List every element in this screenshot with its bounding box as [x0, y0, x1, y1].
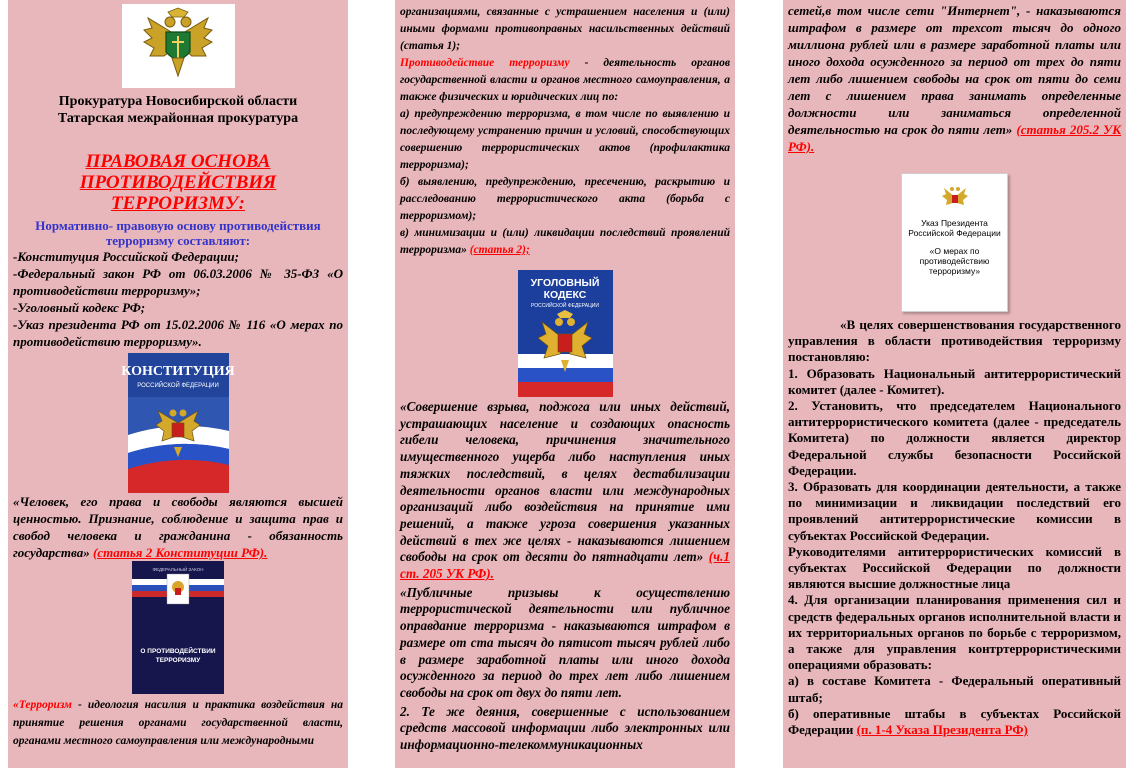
continuation-text: сетей,в том числе сети "Интернет", - наказываются штрафом в размере от трехсот тысяч до одного миллиона рублей или в размере заработной платы или иного дохода осужденного за период от трех до пяти лет либо лишением свободы на срок от пяти до семи лет с лишением права занимать определенные должности или заниматься определенной деятельностью на срок до пяти лет»: [788, 3, 1121, 137]
page-title: [13, 151, 343, 214]
terrorism-term: Терроризм: [18, 699, 72, 711]
decree-title: [904, 218, 1004, 238]
constitution-quote-ref[interactable]: (статья 2 Конституции РФ).: [93, 545, 268, 560]
double-headed-eagle-icon: [940, 182, 970, 212]
basis-heading: Нормативно- правовую основу противодействия терроризму составляют:: [35, 218, 321, 248]
constitution-book-subtitle: РОССИЙСКОЙ ФЕДЕРАЦИИ: [136, 383, 219, 389]
counter-terrorism-text: - деятельность органов государственной власти и органов местного самоуправления, а также физических и юридических лиц по:: [400, 57, 730, 103]
constitution-book-title: КОНСТИТУЦИЯ: [120, 364, 235, 379]
decree-point-3b: Руководителями антитеррористических комиссий в субъектах Российской Федерации по должности являются высшие должностные лица: [788, 543, 1121, 592]
counter-terrorism-term: Противодействие терроризму: [400, 57, 570, 69]
decree-point-4b: [788, 706, 1121, 738]
decree-title-line-2: Российской Федерации: [908, 228, 1001, 238]
organization-name: [13, 93, 343, 127]
presidential-decree-image: [901, 173, 1008, 312]
item-c-ref[interactable]: (статья 2);: [469, 244, 530, 256]
article-205-text: «Совершение взрыва, поджога или иных действий, устрашающих население и создающих опасность гибели человека, причинения значительного имущественного ущерба либо наступления иных тяжких последствий, в целях дестабилизации деятельности органов власти или международных организаций либо воздействия на принятие ими решений, а также угроза совершения указанных действий в тех же целях - наказываются лишением свободы на срок от десяти до пятнадцати лет»: [400, 399, 730, 565]
article-2052-continuation: [788, 2, 1121, 155]
list-item: б) выявлению, предупреждению, пресечению, раскрытию и расследованию террористического акта (борьба с терроризмом);: [400, 176, 730, 222]
org-line-2: Татарская межрайонная прокуратура: [57, 111, 299, 126]
list-item: а) предупреждению терроризма, в том числе по выявлению и последующему устранению причин и условий, способствующих совершению террористических актов (профилактика терроризма);: [400, 108, 730, 171]
list-item: -Конституция Российской Федерации;: [13, 249, 239, 264]
panel-middle: [395, 0, 735, 768]
decree-point-1: 1. Образовать Национальный антитеррористический комитет (далее - Комитет).: [788, 365, 1121, 397]
article-2052-quote: «Публичные призывы к осуществлению террористической деятельности или публичное оправдание терроризма - наказываются штрафом в размере от ста тысяч до пятисот тысяч рублей либо в размере заработной платы или иного дохода осужденного за период до трех лет либо лишением свободы на срок от двух до пяти лет.: [400, 584, 730, 700]
panel-right: [783, 0, 1126, 768]
list-item: -Федеральный закон РФ от 06.03.2006 № 35-ФЗ «О противодействии терроризму»;: [13, 266, 343, 298]
decree-point-4b-text: б) оперативные штабы в субъектах Российской Федерации: [788, 705, 1121, 738]
code-book-line-2: КОДЕКС: [543, 289, 586, 301]
decree-subtitle: «О мерах по противодействию терроризму»: [919, 246, 990, 276]
article-2052-part-2: 2. Те же деяния, совершенные с использованием средств массовой информации либо электронных или информационно-телекоммуникационных: [400, 703, 730, 753]
decree-intro: «В целях совершенствования государственного управления в области противодействия терроризму постановляю:: [788, 317, 1121, 365]
decree-point-4: 4. Для организации планирования применения сил и средств федеральных органов исполнительной власти и их территориальных органов по борьбе с терроризмом, а также для управления контртеррористическими операциями образовать:: [788, 592, 1121, 673]
constitution-book-image: [120, 353, 235, 493]
item-c-text: в) минимизации и (или) ликвидации последствий проявлений терроризма»: [400, 227, 730, 256]
terrorism-open-quote: «: [13, 699, 19, 711]
decree-title-line-1: Указ Президента: [921, 218, 988, 228]
title-line-3: ТЕРРОРИЗМУ:: [111, 193, 245, 214]
law-book-title-2: ТЕРРОРИЗМУ: [155, 657, 201, 664]
constitution-quote-text: «Человек, его права и свободы являются высшей ценностью. Признание, соблюдение и защита прав и свобод человека и гражданина - обязанность государства»: [13, 494, 343, 560]
list-item: -Уголовный кодекс РФ;: [13, 300, 146, 315]
org-line-1: Прокуратура Новосибирской области: [58, 94, 298, 109]
code-book-line-3: РОССИЙСКОЙ ФЕДЕРАЦИИ: [530, 303, 599, 309]
list-item: [400, 225, 730, 259]
code-book-line-1: УГОЛОВНЫЙ: [530, 277, 599, 289]
law-book-top: ФЕДЕРАЛЬНЫЙ ЗАКОН: [152, 567, 204, 572]
decree-point-2: 2. Установить, что председателем Национального антитеррористического комитета (далее - председатель Комитета) по должности является директор Федеральной службы безопасности Российской Федерации.: [788, 398, 1121, 478]
article-205-quote: [400, 399, 730, 583]
title-line-1: ПРАВОВАЯ ОСНОВА: [85, 151, 271, 172]
law-book-title-1: О ПРОТИВОДЕЙСТВИИ: [140, 648, 216, 655]
prosecutor-emblem-icon: [122, 4, 235, 88]
decree-point-4a: а) в составе Комитета - Федеральный оперативный штаб;: [788, 673, 1121, 705]
decree-text: [788, 317, 1121, 738]
definition-continuation: организациями, связанные с устрашением населения и (или) иными формами противоправных насильственных действий (статья 1);: [400, 6, 730, 52]
terrorism-definition: [13, 696, 343, 750]
decree-point-3: 3. Образовать для координации деятельности, а также по минимизации и ликвидации последствий его проявлений антитеррористические комиссии в субъектах Российской Федерации.: [788, 479, 1121, 543]
law-book-image: [132, 561, 224, 694]
criminal-code-book-image: [518, 270, 613, 397]
legal-basis-list: [13, 248, 343, 350]
constitution-quote: [13, 493, 343, 561]
list-item: -Указ президента РФ от 15.02.2006 № 116 «О мерах по противодействию терроризму».: [13, 317, 343, 349]
decree-ref[interactable]: (п. 1-4 Указа Президента РФ): [856, 722, 1028, 738]
continuation-ref[interactable]: (статья 205.2 УК РФ).: [788, 122, 1122, 154]
article-205-ref[interactable]: (ч.1 ст. 205 УК РФ).: [400, 549, 730, 582]
counter-terrorism-definition: [400, 55, 730, 106]
panel-left: [8, 0, 348, 768]
title-line-2: ПРОТИВОДЕЙСТВИЯ: [79, 172, 277, 193]
terrorism-definition-text: - идеология насилия и практика воздействия на принятие решения органами государственной власти, органами местного самоуправления или международными: [13, 699, 343, 747]
